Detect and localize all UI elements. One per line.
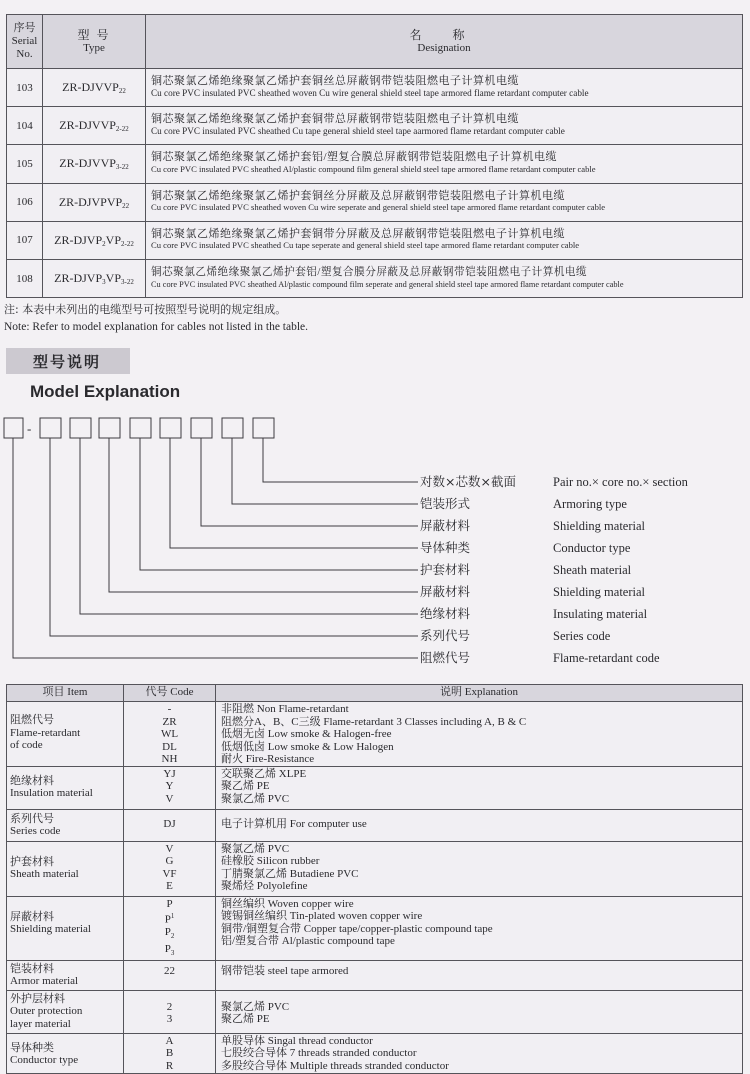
table-row [7,107,743,145]
explanation-cell: 聚氯乙烯 PVC 聚乙烯 PE [216,990,743,1033]
item-cell: 绝缘材料 Insulation material [7,766,124,809]
explanation-cell: 非阻燃 Non Flame-retardant 阻燃分A、B、C三级 Flame-retardant 3 Classes including A, B & C 低烟无卤 Low smoke & Halogen-free 低烟低卤 Low smoke & Low Halogen 耐火 Fire-Resistance [216,702,743,767]
code-box-insulation [70,418,91,438]
code-box-section [253,418,274,438]
code-cell: - ZR WL DL NH [124,702,216,767]
table-row [7,69,743,107]
code-cell: P $P^1$ $P_2$ $P_3$ [124,896,216,960]
explanation-cell: 单股导体 Singal thread conductor 七股绞合导体 7 threads stranded conductor 多股绞合导体 Multiple threads stranded conductor [216,1033,743,1073]
code-box-shield-2 [191,418,212,438]
table-row [7,841,743,896]
code-box-shield-1 [99,418,120,438]
item-cell: 护套材料 Sheath material [7,841,124,896]
header-type: 型 号 Type [43,15,146,69]
code-cell: YJ Y V [124,766,216,809]
diagram-label-cn: 铠装形式 [420,496,471,511]
item-cell: 阻燃代号 Flame-retardant of code [7,702,124,767]
table-row [7,1033,743,1073]
explanation-cell: 聚氯乙烯 PVC 硅橡胶 Silicon rubber 丁腈聚氯乙烯 Butadiene PVC 聚烯烃 Polyolefine [216,841,743,896]
diagram-label-en: Flame-retardant code [553,651,660,665]
item-cell: 外护层材料 Outer protection layer material [7,990,124,1033]
code-cell: 2 3 [124,990,216,1033]
header-code: 代号 Code [124,685,216,702]
section-title-en: Model Explanation [30,382,181,401]
code-box-armor [222,418,243,438]
type-code: $ZR-DJVVP_{3-22}$ [43,145,146,183]
code-cell: V G VF E [124,841,216,896]
leader-line [263,438,418,482]
type-code: $ZR-DJVP_2VP_{2-22}$ [43,221,146,259]
serial-no: 103 [7,69,43,107]
code-dash: - [27,421,32,436]
type-code: $ZR-DJVPVP_{22}$ [43,183,146,221]
explanation-cell: 铜丝编织 Woven copper wire 镀锡铜丝编织 Tin-plated woven copper wire 铜带/铜塑复合带 Copper tape/copper-plastic compound tape 铝/塑复合带 Al/plastic compound tape [216,896,743,960]
explanation-cell: 钢带铠装 steel tape armored [216,960,743,990]
serial-no: 108 [7,259,43,297]
header-item: 项目 Item [7,685,124,702]
section-title-cn: 型号说明 [6,348,130,374]
designation: 铜芯聚氯乙烯绝缘聚氯乙烯护套铜丝总屏蔽钢带铠装阻燃电子计算机电缆 Cu core PVC insulated PVC sheathed woven Cu wire general shield steel tape armored flame retardant computer cable [146,69,743,107]
designation: 铜芯聚氯乙烯绝缘聚氯乙烯护套铜丝分屏蔽及总屏蔽钢带铠装阻燃电子计算机电缆 Cu core PVC insulated PVC sheathed woven Cu wire seperate and general shield steel tape armored flame retardant computer cable [146,183,743,221]
code-cell: A B R [124,1033,216,1073]
diagram-label-cn: 对数×芯数×截面 [420,474,516,489]
table-row [7,702,743,767]
diagram-label-cn: 屏蔽材料 [420,518,471,533]
table-row [7,259,743,297]
type-code: $ZR-DJVVP_{22}$ [43,69,146,107]
leader-line [170,438,418,548]
diagram-label-en: Shielding material [553,585,645,599]
diagram-label-cn: 阻燃代号 [420,650,471,665]
diagram-label-cn: 绝缘材料 [420,606,471,621]
leader-line [50,438,418,636]
table-row [7,183,743,221]
item-cell: 系列代号 Series code [7,809,124,841]
item-cell: 导体种类 Conductor type [7,1033,124,1073]
code-box-conductor [160,418,181,438]
table-row [7,766,743,809]
serial-no: 104 [7,107,43,145]
header-serial: 序号 Serial No. [7,15,43,69]
diagram-label-cn: 护套材料 [420,562,471,577]
code-box-flame-retardant [4,418,23,438]
diagram-label-cn: 屏蔽材料 [420,584,471,599]
table-row [7,896,743,960]
designation: 铜芯聚氯乙烯绝缘聚氯乙烯护套铜带分屏蔽及总屏蔽钢带铠装阻燃电子计算机电缆 Cu core PVC insulated PVC sheathed Cu tape seperate and general shield steel tape armored flame retardant computer cable [146,221,743,259]
model-code-diagram [0,410,750,670]
item-cell: 屏蔽材料 Shielding material [7,896,124,960]
explanation-cell: 电子计算机用 For computer use [216,809,743,841]
diagram-label-en: Series code [553,629,611,643]
code-cell: 22 [124,960,216,990]
diagram-label-en: Conductor type [553,541,631,555]
serial-no: 106 [7,183,43,221]
table-row [7,990,743,1033]
diagram-label-en: Armoring type [553,497,627,511]
cable-type-table [6,14,743,298]
diagram-label-en: Pair no.× core no.× section [553,475,688,489]
type-code: $ZR-DJVP_3VP_{3-22}$ [43,259,146,297]
diagram-label-cn: 系列代号 [420,628,471,643]
table-header-row [7,15,743,69]
table-row [7,809,743,841]
designation: 铜芯聚氯乙烯绝缘聚氯乙烯护套铜带总屏蔽钢带铠装阻燃电子计算机电缆 Cu core PVC insulated PVC sheathed Cu tape general shield steel tape aarmored flame retardant computer cable [146,107,743,145]
explanation-cell: 交联聚乙烯 XLPE 聚乙烯 PE 聚氯乙烯 PVC [216,766,743,809]
designation: 铜芯聚氯乙烯绝缘聚氯乙烯护套铝/塑复合膜分屏蔽及总屏蔽钢带铠装阻燃电子计算机电缆 Cu core PVC insulated PVC sheathed Al/plastic compound film seperate and general shield steel tape armored flame retardant computer cable [146,259,743,297]
code-cell: DJ [124,809,216,841]
header-designation: 名 称 Designation [146,15,743,69]
serial-no: 107 [7,221,43,259]
type-code: $ZR-DJVVP_{2-22}$ [43,107,146,145]
diagram-label-cn: 导体种类 [420,540,471,555]
table-row [7,145,743,183]
item-cell: 铠装材料 Armor material [7,960,124,990]
diagram-label-en: Sheath material [553,563,632,577]
code-explanation-table [6,684,743,1074]
note-cn: 注: 本表中未列出的电缆型号可按照型号说明的规定组成。 [4,303,287,316]
leader-line [232,438,418,504]
code-box-sheath [130,418,151,438]
table-row [7,960,743,990]
designation: 铜芯聚氯乙烯绝缘聚氯乙烯护套铝/塑复合膜总屏蔽钢带铠装阻燃电子计算机电缆 Cu core PVC insulated PVC sheathed Al/plastic compound film general shield steel tape armored flame retardant computer cable [146,145,743,183]
code-box-series [40,418,61,438]
diagram-label-en: Insulating material [553,607,648,621]
table-header-row [7,685,743,702]
serial-no: 105 [7,145,43,183]
header-explanation: 说明 Explanation [216,685,743,702]
table-row [7,221,743,259]
note-en: Note: Refer to model explanation for cables not listed in the table. [4,321,309,333]
diagram-label-en: Shielding material [553,519,645,533]
